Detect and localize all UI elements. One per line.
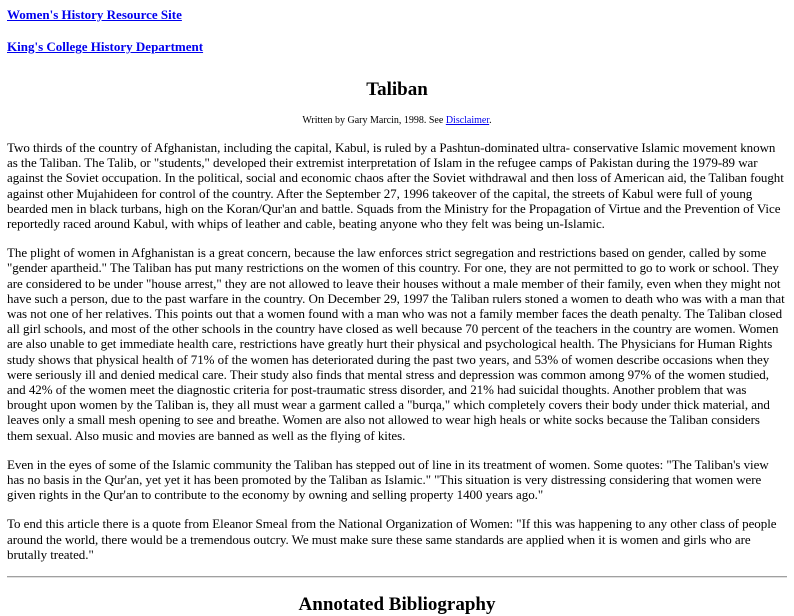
byline — [7, 115, 787, 127]
article-paragraph-islamic-community: Even in the eyes of some of the Islamic community the Taliban has stepped out of line in its treatment of women. Some quotes: "The Taliban's view has no basis in the Qur'an, yet yet it has been promoted by the Taliban as Islamic." "This situation is very distressing considering that women were given rights in the Qur'an to contribute to the economy by owning and selling property 1400 years ago." — [7, 456, 769, 503]
horizontal-rule — [7, 576, 787, 578]
article-paragraph-conclusion: To end this article there is a quote from Eleanor Smeal from the National Organization of Women: "If this was happening to any other class of people around the world, there would be a tremendous outcry. We must make sure these same standards are applied when it is women and girls who are brutally treated." — [7, 516, 777, 562]
byline-suffix: . — [489, 115, 492, 126]
article-paragraph-plight-of-women: The plight of women in Afghanistan is a great concern, because the law enforces strict segregation and restrictions based on gender, called by some "gender apartheid." The Taliban has put many restrictions on the women of this country. For one, they are not permitted to go to work or school. They are considered to be under "house arrest," they are not allowed to leave their houses without a male member of their family, even when they might not have such a person, due to the past warfare in the country. On December 29, 1997 the Taliban rulers stoned a women to death who was with a man that was not one of her relatives. This points out that a women found with a man who was not a family member faces the death penalty. The Taliban closed all girl schools, and most of the other schools in the country have closed as well because 70 percent of the teachers in the country are women. Women are also unable to get immediate health care, restrictions have greatly hurt their physical and psychological health. The Physicians for Human Rights study shows that physical health of 71% of the women has deteriorated during the past two years, and 53% of women describe occasions when they were seriously ill and denied medical care. Their study also finds that mental stress and depression was common among 97% of the women studied, and 42% of the women meet the diagnostic criteria for post-traumatic stress disorder, and 21% had suicidal thoughts. Another problem that was brought upon women by the Taliban is, they all must wear a garment called a "burqa," which completely covers their body under thick material, and leaves only a small mesh opening to see and breathe. Women are also not allowed to wear high heals or white socks because the Taliban considers them sexual. Also music and movies are banned as well as the flying of kites. — [7, 245, 785, 443]
article-paragraph-intro: Two thirds of the country of Afghanistan, including the capital, Kabul, is ruled by a Pashtun-dominated ultra- conservative Islamic movement known as the Taliban. The Talib, or "students," developed their extremist interpretation of Islam in the refugee camps of Pakistan during the 1979-89 war against the Soviet occupation. In the political, social and economic chaos after the Soviet withdrawal and then loss of American aid, the Taliban fought against other Mujahideen for control of the country. After the September 27, 1996 takeover of the capital, the streets of Kabul were full of young bearded men in black turbans, high on the Koran/Qur'an and battle. Squads from the Ministry for the Propagation of Virtue and the Prevention of Vice reportedly raced around Kabul, with whips of leather and cable, beating anyone who they felt was being un-Islamic. — [7, 140, 784, 232]
womens-history-resource-site-link[interactable]: Women's History Resource Site — [7, 7, 182, 22]
bibliography-heading: Annotated Bibliography — [298, 594, 496, 616]
kings-college-history-department-link[interactable]: King's College History Department — [7, 39, 204, 54]
page-title: Taliban — [366, 79, 428, 100]
disclaimer-link[interactable]: Disclaimer — [445, 115, 490, 126]
byline-text: Written by Gary Marcin, 1998. See — [302, 115, 446, 126]
